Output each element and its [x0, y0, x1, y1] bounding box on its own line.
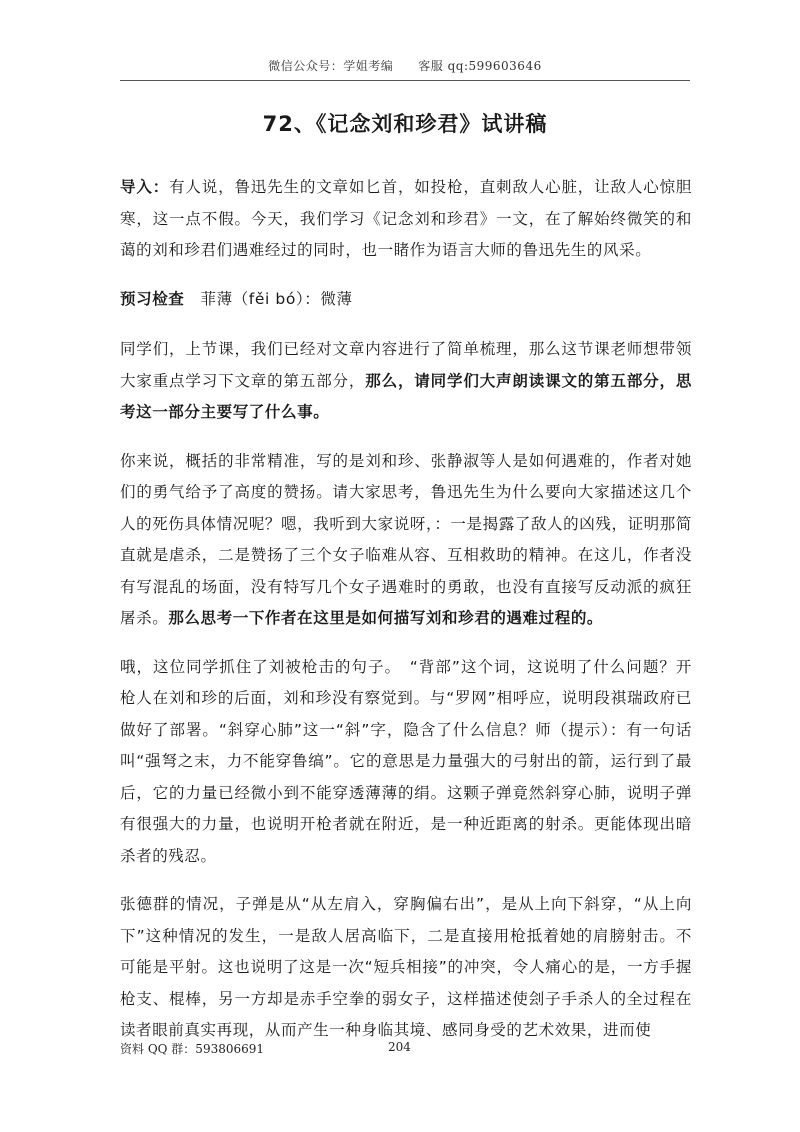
paragraph-1-text: 同学们，上节课，我们已经对文章内容进行了简单梳理，那么这节课老师想带领大家重点学习下文章的第五部分， [120, 340, 692, 390]
page-title: 72、《记念刘和珍君》试讲稿 [262, 112, 548, 136]
page-header: 微信公众号：学姐考编 客服 qq:599603646 [268, 59, 542, 73]
preview-text: 菲薄（fěi bó）：微薄 [184, 289, 353, 308]
footer-qq-group: 资料 QQ 群：593806691 [120, 1042, 265, 1056]
paragraph-1 [120, 334, 692, 429]
paragraph-3-text: 哦，这位同学抓住了刘被枪击的句子。 “背部”这个词，这说明了什么问题？开枪人在刘和珍的后面，刘和珍没有察觉到。与“罗网”相呼应，说明段祺瑞政府已做好了部署。“斜穿心肺”这一“斜”字，隐含了什么信息？师（提示）：有一句话叫“强弩之末，力不能穿鲁缟”。它的意思是力量强大的弓射出的箭，运行到了最后，它的力量已经微小到不能穿透薄薄的绢。这颗子弹竟然斜穿心肺，说明子弹有很强大的力量，也说明开枪者就在附近，是一种近距离的射杀。更能体现出暗杀者的残忍。 [120, 657, 692, 865]
paragraph-3 [120, 652, 692, 873]
page-number: 204 [388, 1040, 411, 1054]
paragraph-2 [120, 446, 692, 635]
paragraph-4-text: 张德群的情况，子弹是从“从左肩入，穿胸偏右出”，是从上向下斜穿，“从上向下”这种情况的发生，一是敌人居高临下，二是直接用枪抵着她的肩膀射击。不可能是平射。这也说明了这是一次“短兵相接”的冲突，令人痛心的是，一方手握枪支、棍棒，另一方却是赤手空拳的弱女子，这样描述使刽子手杀人的全过程在读者眼前真实再现，从而产生一种身临其境、感同身受的艺术效果，进而使 [120, 895, 692, 1039]
paragraph-4 [120, 889, 692, 1047]
preview-label: 预习检查 [120, 289, 185, 308]
intro-text: 有人说，鲁迅先生的文章如匕首，如投枪，直刺敌人心脏，让敌人心惊胆寒，这一点不假。今天，我们学习《记念刘和珍君》一文，在了解始终微笑的和蔼的刘和珍君们遇难经过的同时，也一睹作为语言大师的鲁迅先生的风采。 [120, 178, 693, 259]
paragraph-2-question: 那么思考一下作者在这里是如何描写刘和珍君的遇难过程的。 [168, 609, 604, 627]
main-content [120, 172, 692, 1064]
intro-label: 导入： [120, 178, 170, 196]
header-divider [120, 80, 690, 81]
preview-paragraph [120, 284, 692, 316]
paragraph-2-text: 你来说，概括的非常精准，写的是刘和珍、张静淑等人是如何遇难的，作者对她们的勇气给予了高度的赞扬。请大家思考，鲁迅先生为什么要向大家描述这几个人的死伤具体情况呢？嗯，我听到大家说呀，：一是揭露了敌人的凶残，证明那简直就是虐杀，二是赞扬了三个女子临难从容、互相救助的精神。在这儿，作者没有写混乱的场面，没有特写几个女子遇难时的勇敢，也没有直接写反动派的疯狂屠杀。 [120, 451, 692, 627]
intro-paragraph [120, 172, 692, 267]
paragraph-1-question: 那么，请同学们大声朗读课文的第五部分，思考这一部分主要写了什么事。 [120, 371, 692, 421]
